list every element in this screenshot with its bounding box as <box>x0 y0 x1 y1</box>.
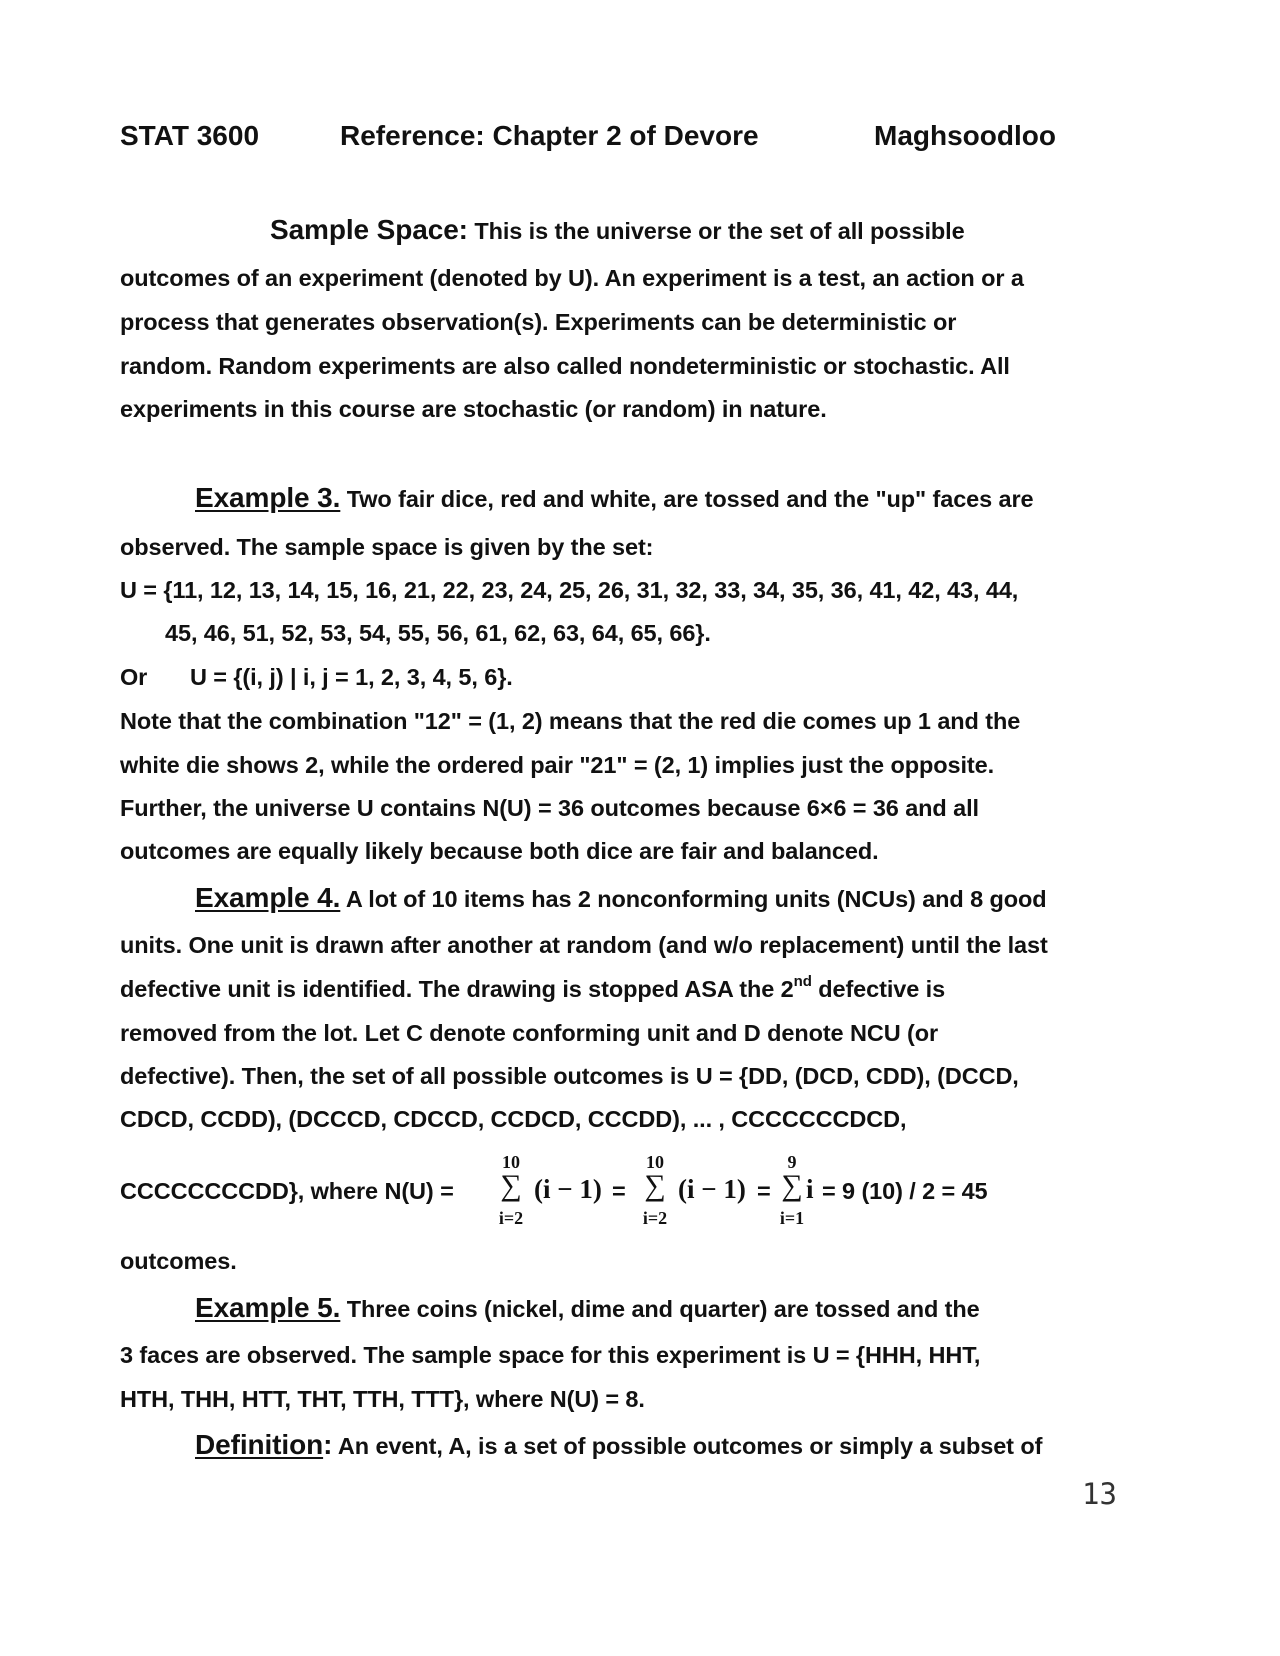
ordinal-superscript: nd <box>793 973 812 991</box>
example-4-line-1: Example 4. A lot of 10 items has 2 nonconforming units (NCUs) and 8 good <box>195 882 1047 913</box>
sigma-symbol: ∑ <box>500 1169 522 1202</box>
sample-space-line-1: Sample Space: This is the universe or the set of all possible <box>270 214 965 245</box>
summation-1-term: (i − 1) <box>534 1174 602 1204</box>
example-3-line-8: Further, the universe U contains N(U) = 36 outcomes because 6×6 = 36 and all <box>120 795 979 821</box>
summation-3 <box>774 1153 810 1233</box>
example-5-line-1: Example 5. Three coins (nickel, dime and quarter) are tossed and the <box>195 1292 980 1323</box>
example-3-line-1: Example 3. Two fair dice, red and white, are tossed and the "up" faces are <box>195 482 1034 513</box>
example-3-line-6: Note that the combination "12" = (1, 2) means that the red die comes up 1 and the <box>120 708 1021 734</box>
example-4-line-3: defective unit is identified. The drawing is stopped ASA the 2nd defective is <box>120 973 946 1002</box>
summation-3-term: i <box>806 1174 814 1204</box>
sample-space-line-5: experiments in this course are stochastic (or random) in nature. <box>120 396 827 422</box>
definition-line-1: Definition: An event, A, is a set of possible outcomes or simply a subset of <box>195 1429 1043 1460</box>
sample-space-term: Sample Space: <box>270 214 468 245</box>
example-3-title: Example 3. <box>195 482 341 513</box>
sigma-symbol: ∑ <box>644 1169 666 1202</box>
equals-2: = <box>757 1178 771 1204</box>
sigma-symbol: ∑ <box>781 1169 803 1202</box>
example-4-line-2: units. One unit is drawn after another at random (and w/o replacement) until the last <box>120 932 1048 958</box>
example-4-line-8: outcomes. <box>120 1248 237 1274</box>
example-4-title: Example 4. <box>195 882 341 913</box>
example-3-line-2: observed. The sample space is given by the set: <box>120 534 654 560</box>
summation-3-lower: i=1 <box>779 1208 805 1228</box>
summation-1-upper: 10 <box>502 1152 520 1172</box>
example-3-or-label: Or <box>120 664 148 690</box>
example-4-line-5: defective). Then, the set of all possible outcomes is U = {DD, (DCD, CDD), (DCCD, <box>120 1063 1019 1089</box>
summation-2-term: (i − 1) <box>678 1174 746 1204</box>
example-5-title: Example 5. <box>195 1292 341 1323</box>
example-4-line-4: removed from the lot. Let C denote conforming unit and D denote NCU (or <box>120 1020 939 1046</box>
example-4-line-6: CDCD, CCDD), (DCCCD, CDCCD, CCDCD, CCCDD), ... , CCCCCCCDCD, <box>120 1106 907 1132</box>
example-5-line-3: HTH, THH, HTT, THT, TTH, TTT}, where N(U) = 8. <box>120 1386 645 1412</box>
page-number: 13 <box>1082 1477 1117 1511</box>
summation-2-upper: 10 <box>646 1152 664 1172</box>
summation-1-lower: i=2 <box>498 1208 524 1228</box>
course-code: STAT 3600 <box>120 120 260 151</box>
author-name: Maghsoodloo <box>874 120 1056 151</box>
summation-3-upper: 9 <box>787 1152 797 1172</box>
summation-1 <box>491 1153 531 1233</box>
example-5-line-2: 3 faces are observed. The sample space for this experiment is U = {HHH, HHT, <box>120 1342 981 1368</box>
summation-2-lower: i=2 <box>642 1208 668 1228</box>
summation-result: = 9 (10) / 2 = 45 <box>822 1178 988 1204</box>
reference-title: Reference: Chapter 2 of Devore <box>340 120 759 151</box>
example-3-set-builder: U = {(i, j) | i, j = 1, 2, 3, 4, 5, 6}. <box>190 664 513 690</box>
example-3-line-3: U = {11, 12, 13, 14, 15, 16, 21, 22, 23, 24, 25, 26, 31, 32, 33, 34, 35, 36, 41, 42, 43, 44, <box>120 577 1019 603</box>
example-4-line-7: CCCCCCCCDD}, where N(U) = <box>120 1178 454 1204</box>
example-3-line-9: outcomes are equally likely because both dice are fair and balanced. <box>120 838 879 864</box>
equals-1: = <box>612 1178 626 1204</box>
summation-2 <box>635 1153 675 1233</box>
sample-space-line-2: outcomes of an experiment (denoted by U). An experiment is a test, an action or a <box>120 265 1024 291</box>
example-3-line-7: white die shows 2, while the ordered pair "21" = (2, 1) implies just the opposite. <box>120 752 994 778</box>
example-3-line-4: 45, 46, 51, 52, 53, 54, 55, 56, 61, 62, 63, 64, 65, 66}. <box>165 620 711 646</box>
sample-space-line-3: process that generates observation(s). Experiments can be deterministic or <box>120 309 957 335</box>
definition-title: Definition <box>195 1429 324 1460</box>
sample-space-line-4: random. Random experiments are also called nondeterministic or stochastic. All <box>120 353 1010 379</box>
